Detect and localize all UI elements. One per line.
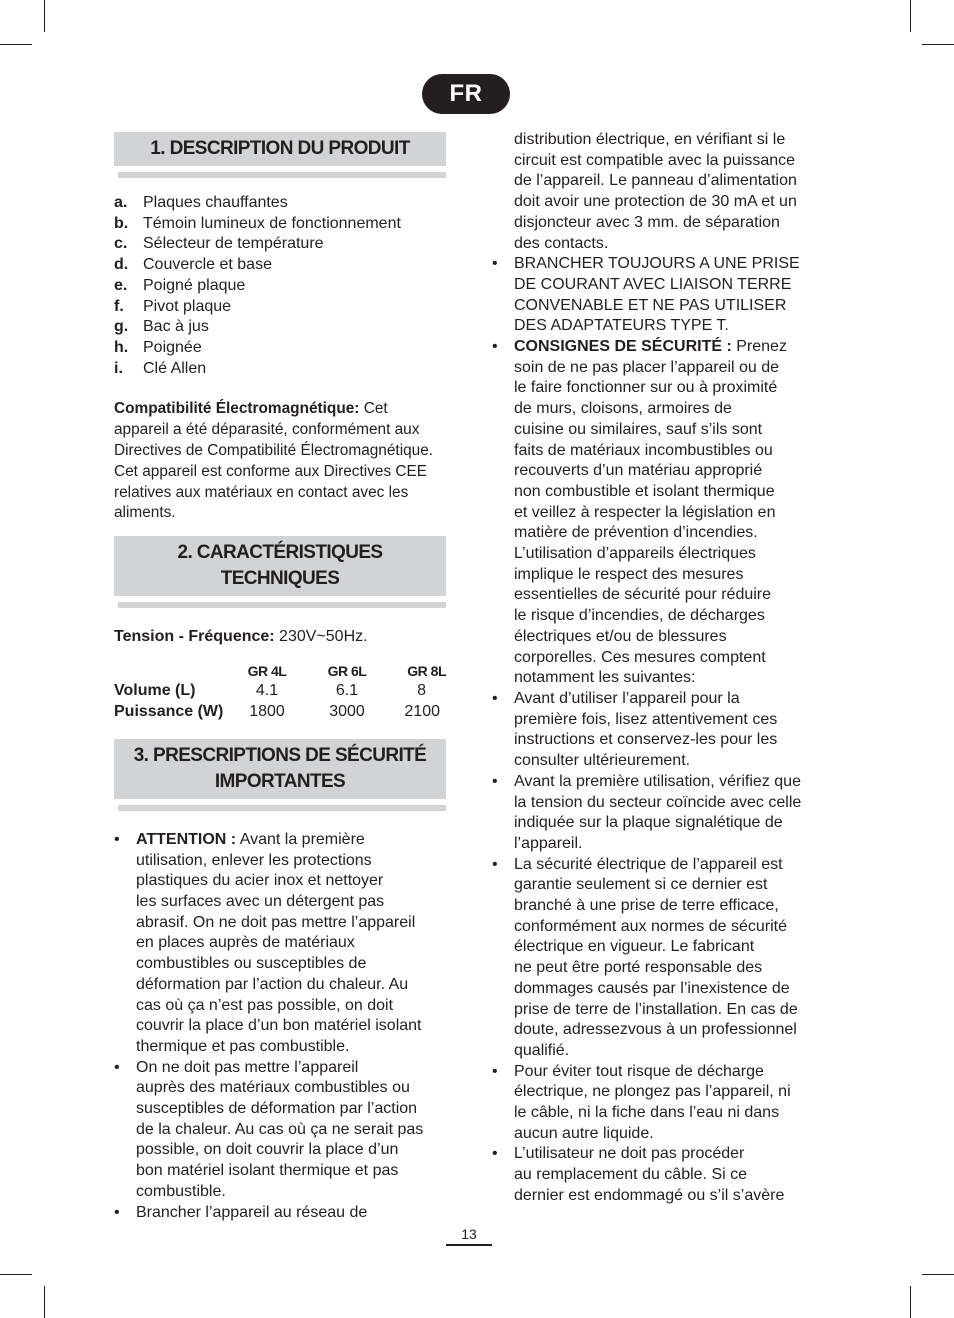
safety-bullet — [492, 772, 822, 855]
bullet-text-line: conformément aux normes de sécurité — [514, 917, 788, 935]
section-heading-safety — [114, 739, 446, 799]
safety-bullet — [114, 1203, 446, 1224]
safety-bullet — [492, 254, 822, 337]
spec-table — [114, 662, 446, 722]
emc-text: relatives aux matériaux en contact avec les — [114, 483, 409, 501]
continued-paragraph — [492, 130, 822, 254]
emc-text: Cet appareil est conforme aux Directives CEE — [114, 462, 428, 480]
bullet-text-line: le faire fonctionner sur ou à proximité — [514, 379, 778, 397]
bullet-text-line: électrique, ne plongez pas l’appareil, ni — [514, 1083, 791, 1101]
bullet-text-line: la tension du secteur coïncide avec celle — [514, 793, 802, 811]
bullet-text-line: le câble, ni la fiche dans l’eau ni dans — [514, 1104, 780, 1122]
bullet-text-line: bon matériel isolant thermique et pas — [136, 1162, 399, 1180]
spec-value: 3000 — [329, 702, 365, 720]
part-key: e. — [114, 276, 128, 294]
bullet-text-line: On ne doit pas mettre l’appareil — [136, 1058, 359, 1076]
part-item — [114, 276, 446, 297]
crop-mark — [0, 1274, 32, 1275]
bullet-text-line: électriques et/ou de blessures — [514, 627, 727, 645]
safety-bullet — [492, 1144, 822, 1206]
emc-text: Cet — [359, 400, 388, 418]
part-key: c. — [114, 235, 128, 253]
spec-value: 6.1 — [335, 681, 359, 699]
bullet-text-line: dernier est endommagé ou s’il s’avère — [514, 1186, 785, 1204]
bullet-text-line: thermique et pas combustible. — [136, 1037, 350, 1055]
emc-text: aliments. — [114, 504, 176, 522]
crop-mark — [922, 1274, 954, 1275]
part-key: b. — [114, 214, 129, 232]
part-label: Poigné plaque — [143, 276, 246, 294]
part-key: d. — [114, 256, 129, 274]
safety-list-left — [114, 830, 446, 1223]
paragraph-line: de l’appareil. Le panneau d’alimentation — [514, 172, 797, 190]
part-item — [114, 359, 446, 380]
bullet-text-line: Brancher l’appareil au réseau de — [136, 1203, 368, 1221]
part-item — [114, 255, 446, 276]
section-rule — [118, 172, 446, 178]
safety-list-right — [492, 254, 822, 1206]
tension-label: Tension - Fréquence: — [114, 628, 275, 646]
bullet-text-line: garantie seulement si ce dernier est — [514, 876, 768, 894]
bullet-text-line: combustibles ou susceptibles de — [136, 955, 367, 973]
bullet-text-line: notamment les suivantes: — [514, 669, 696, 687]
bullet-text-line: auprès des matériaux combustibles ou — [136, 1079, 410, 1097]
bullet-text-line: abrasif. On ne doit pas mettre l’appareil — [136, 913, 416, 931]
bullet-text-line: les surfaces avec un détergent pas — [136, 893, 385, 911]
bullet-text-line: prise de terre de l’installation. En cas de — [514, 1000, 798, 1018]
section-title: IMPORTANTES — [214, 770, 346, 792]
part-label: Bac à jus — [143, 318, 209, 336]
bullet-text-line: cuisine ou similaires, sauf s’ils sont — [514, 420, 763, 438]
parts-list — [114, 193, 446, 379]
bullet-text-line: Avant la première utilisation, vérifiez que — [514, 772, 801, 790]
bullet-text-line: susceptibles de déformation par l’action — [136, 1100, 418, 1118]
bullet-text-line: ne peut être porté responsable des — [514, 959, 763, 977]
bullet-text-line: indiquée sur la plaque signalétique de — [514, 814, 783, 832]
bullet-text-line: soin de ne pas placer l’appareil ou de — [514, 358, 780, 376]
bullet-text-line: DE COURANT AVEC LIAISON TERRE — [514, 275, 792, 293]
left-column — [114, 130, 446, 1223]
emc-label: Compatibilité Électromagnétique: — [114, 400, 360, 418]
bullet-text-line: qualifié. — [514, 1041, 570, 1059]
paragraph-line: distribution électrique, en vérifiant si le — [514, 131, 786, 148]
bullet-text-line: l’appareil. — [514, 834, 583, 852]
bullet-text-line: possible, on doit couvrir la place d’un — [136, 1141, 399, 1159]
part-label: Pivot plaque — [143, 297, 232, 315]
page-number: 13 — [461, 1226, 477, 1242]
spec-value: 2100 — [404, 702, 440, 720]
bullet-text-line: consulter ultérieurement. — [514, 752, 691, 770]
bullet-text-line: doute, adressezvous à un professionnel — [514, 1021, 797, 1039]
bullet-text-line: dommages causés par l’inexistence de — [514, 979, 790, 997]
bullet-text-line: Prenez — [731, 338, 787, 356]
section-title: 3. PRESCRIPTIONS DE SÉCURITÉ — [133, 744, 427, 766]
crop-mark — [910, 1286, 911, 1318]
emc-text: appareil a été déparasité, conformément aux — [114, 421, 420, 439]
spec-row — [114, 680, 446, 701]
emc-paragraph — [114, 399, 446, 524]
bullet-text-line: corporelles. Ces mesures comptent — [514, 648, 766, 666]
paragraph-line: des contacts. — [514, 234, 609, 252]
bullet-text-line: branché à une prise de terre efficace, — [514, 897, 779, 915]
tension-line — [114, 627, 446, 648]
bullet-text-line: en places auprès de matériaux — [136, 934, 355, 952]
model-header: GR 6L — [327, 662, 367, 679]
part-key: a. — [114, 194, 128, 211]
page-number-rule — [446, 1244, 492, 1246]
spec-row-label: Puissance (W) — [114, 702, 224, 720]
paragraph-line: disjoncteur avec 3 mm. de séparation — [514, 213, 780, 231]
safety-bullet — [114, 1058, 446, 1203]
section-title: 1. DESCRIPTION DU PRODUIT — [150, 138, 410, 159]
bullet-text-line: couvrir la place d’un bon matériel isolant — [136, 1017, 422, 1035]
part-item — [114, 193, 446, 214]
crop-mark — [0, 44, 32, 45]
bullet-text-line: non combustible et isolant thermique — [514, 482, 775, 500]
tension-value: 230V~50Hz. — [274, 628, 368, 646]
section-title: 2. CARACTÉRISTIQUES TECHNIQUES — [177, 542, 383, 590]
bullet-text-line: aucun autre liquide. — [514, 1124, 654, 1142]
part-item — [114, 297, 446, 318]
section-heading-description — [114, 132, 446, 166]
part-label: Témoin lumineux de fonctionnement — [143, 214, 401, 232]
bullet-text-line: implique le respect des mesures — [514, 565, 744, 583]
part-item — [114, 214, 446, 235]
crop-mark — [44, 1286, 45, 1318]
bullet-bold-lead: CONSIGNES DE SÉCURITÉ : — [514, 338, 732, 356]
bullet-text-line: cas où ça n’est pas possible, on doit — [136, 996, 394, 1014]
bullet-text-line: de murs, cloisons, armoires de — [514, 400, 732, 418]
bullet-text-line: Avant la première — [236, 830, 365, 848]
bullet-text-line: DES ADAPTATEURS TYPE T. — [514, 317, 729, 335]
part-label: Couvercle et base — [143, 256, 272, 274]
bullet-text-line: matière de prévention d’incendies. — [514, 524, 758, 542]
bullet-text-line: L’utilisateur ne doit pas procéder — [514, 1145, 745, 1163]
crop-mark — [44, 0, 45, 32]
part-key: g. — [114, 318, 129, 336]
emc-text: Directives de Compatibilité Électromagnétique. — [114, 441, 434, 459]
bullet-text-line: faits de matériaux incombustibles ou — [514, 441, 773, 459]
paragraph-line: doit avoir une protection de 30 mA et un — [514, 193, 797, 211]
safety-bullet — [492, 337, 822, 689]
bullet-text-line: CONVENABLE ET NE PAS UTILISER — [514, 296, 787, 314]
spec-row-label: Volume (L) — [114, 681, 196, 699]
bullet-text-line: instructions et conservez-les pour les — [514, 731, 778, 749]
bullet-text-line: et veillez à respecter la législation en — [514, 503, 776, 521]
spec-value: 4.1 — [255, 681, 279, 699]
spec-row — [114, 701, 446, 722]
section-rule — [118, 805, 446, 811]
safety-bullet — [492, 1062, 822, 1145]
safety-bullet — [492, 855, 822, 1062]
section-rule — [118, 602, 446, 608]
section-heading-specs — [114, 536, 446, 596]
part-label: Plaques chauffantes — [143, 194, 288, 211]
bullet-text-line: Pour éviter tout risque de décharge — [514, 1062, 764, 1080]
bullet-text-line: recouverts d’un matériau approprié — [514, 462, 763, 480]
part-item — [114, 317, 446, 338]
safety-bullet — [492, 689, 822, 772]
part-label: Clé Allen — [143, 359, 207, 377]
spec-header-row — [114, 662, 446, 680]
bullet-bold-lead: ATTENTION : — [136, 830, 237, 848]
bullet-text-line: le risque d’incendies, de décharges — [514, 607, 765, 625]
bullet-text-line: utilisation, enlever les protections — [136, 851, 372, 869]
bullet-text-line: Avant d’utiliser l’appareil pour la — [514, 689, 740, 707]
bullet-text-line: déformation par l’action du chaleur. Au — [136, 975, 409, 993]
spec-value: 1800 — [249, 702, 285, 720]
right-column — [492, 130, 822, 1207]
bullet-text-line: essentielles de sécurité pour réduire — [514, 586, 772, 604]
part-label: Poignée — [143, 338, 202, 356]
model-header: GR 4L — [247, 662, 287, 679]
crop-mark — [910, 0, 911, 32]
part-key: f. — [114, 297, 124, 315]
bullet-text-line: au remplacement du câble. Si ce — [514, 1166, 748, 1184]
part-key: h. — [114, 338, 129, 356]
crop-mark — [922, 44, 954, 45]
bullet-text-line: combustible. — [136, 1182, 226, 1200]
bullet-text-line: plastiques du acier inox et nettoyer — [136, 872, 384, 890]
paragraph-line: circuit est compatible avec la puissance — [514, 151, 796, 169]
bullet-text-line: électrique en vigueur. Le fabricant — [514, 938, 755, 956]
part-label: Sélecteur de température — [143, 235, 324, 253]
model-header: GR 8L — [407, 662, 446, 679]
bullet-text-line: première fois, lisez attentivement ces — [514, 710, 778, 728]
bullet-text-line: L’utilisation d’appareils électriques — [514, 545, 756, 563]
bullet-text-line: La sécurité électrique de l’appareil est — [514, 855, 783, 873]
part-key: i. — [114, 359, 123, 377]
part-item — [114, 338, 446, 359]
language-badge: FR — [422, 74, 510, 114]
spec-value: 8 — [417, 681, 426, 699]
bullet-text-line: de la chaleur. Au cas où ça ne serait pas — [136, 1120, 424, 1138]
part-item — [114, 234, 446, 255]
bullet-text-line: BRANCHER TOUJOURS A UNE PRISE — [514, 255, 800, 273]
safety-bullet — [114, 830, 446, 1058]
